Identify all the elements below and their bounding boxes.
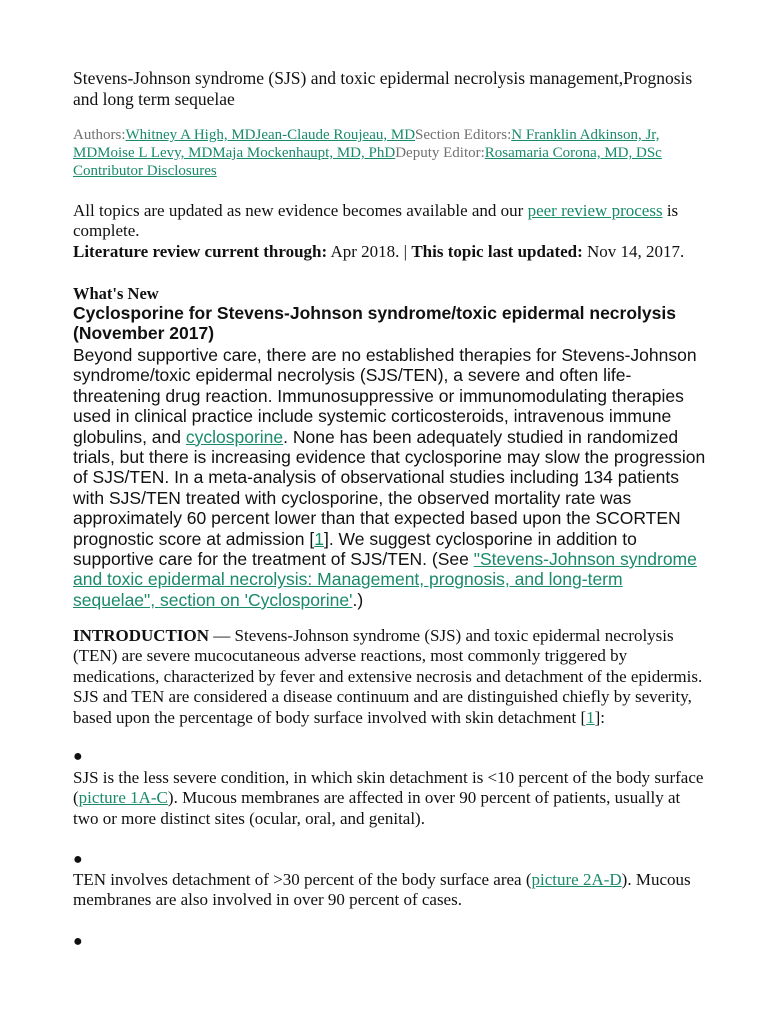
reference-link-1[interactable]: 1 [314,528,324,549]
deputy-editor-link-corona[interactable]: Rosamaria Corona, MD, DSc [484,145,662,161]
section-editor-link-levy[interactable]: Moise L Levy, MD [97,145,213,161]
bullet-2-text-part-2: ). Mucous membranes are also involved in over 90 percent of cases. [73,870,691,910]
bullet-2-text-part-1: TEN involves detachment of >30 percent of the body surface area ( [73,870,532,889]
cyclosporine-link[interactable]: cyclosporine [185,426,284,447]
bullet-symbol-1: ● [73,748,83,765]
author-link-roujeau[interactable]: Jean-Claude Roujeau, MD [255,127,416,143]
last-updated-date: Nov 14, 2017. [582,242,685,261]
bullet-symbol-2: ● [73,851,83,868]
section-editor-link-mockenhaupt[interactable]: Maja Mockenhaupt, MD, PhD [212,145,396,161]
introduction-text-part-1: — Stevens-Johnson syndrome (SJS) and toxic epidermal necrolysis (TEN) are severe mucocutaneous adverse reactions, most commonly triggered by medications, characterized by fever and extensive necrosis and detachment of the epidermis. SJS and TEN are considered a disease continuum and are distinguished chiefly by severity, based upon the percentage of body surface involved with skin detachment [ [73,626,703,727]
picture-1a-c-link[interactable]: picture 1A-C [78,788,168,808]
section-editor-link-adkinson[interactable]: N Franklin Adkinson, Jr, MD [73,127,660,161]
review-dates [73,242,708,262]
section-editors-label: Section Editors: [415,127,512,143]
contributor-disclosures-link[interactable]: Contributor Disclosures [73,163,217,179]
whats-new-body-part-2: . None has been adequately studied in randomized trials, but there is increasing evidence that cyclosporine may slow the progression of SJS/TEN. In a meta-analysis of observational studies including 134 patients with SJS/TEN treated with cyclosporine, the observed mortality rate was approximately 60 percent lower than that expected based upon the SCORTEN prognostic score at admission [ [73,426,706,549]
article-title: Stevens-Johnson syndrome (SJS) and toxic epidermal necrolysis management,Prognosis and long term sequelae [73,68,693,109]
deputy-editor-label: Deputy Editor: [395,145,485,161]
see-topic-link[interactable]: "Stevens-Johnson syndrome and toxic epidermal necrolysis: Management, prognosis, and long-term sequelae", section on 'Cyclosporine' [73,549,697,610]
bullet-text-ten [73,870,708,911]
introduction-reference-link-1[interactable]: 1 [586,707,595,727]
whats-new-heading: What's New [73,284,159,303]
whats-new-body-part-4: .) [352,589,364,610]
update-notice [73,201,708,241]
authors-label: Authors: [73,127,126,143]
last-updated-label: This topic last updated: [411,242,583,261]
whats-new-body [73,345,708,610]
whats-new-title: Cyclosporine for Stevens-Johnson syndrome/toxic epidermal necrolysis (November 2017) [73,303,676,343]
bullet-text-sjs [73,768,708,829]
peer-review-process-link[interactable]: peer review process [527,201,663,220]
lit-review-label: Literature review current through: [73,242,328,261]
introduction-text-part-2: ]: [594,707,606,727]
bullet-1-text-part-2: ). Mucous membranes are affected in over 90 percent of patients, usually at two or more distinct sites (ocular, oral, and genital). [73,788,681,828]
bullet-1-text-part-1: SJS is the less severe condition, in which skin detachment is <10 percent of the body surface ( [73,768,704,808]
whats-new-body-part-1: Beyond supportive care, there are no established therapies for Stevens-Johnson syndrome/toxic epidermal necrolysis (SJS/TEN), a severe and often life-threatening drug reaction. Immunosuppressive or immunomodulating therapies used in clinical practice include systemic corticosteroids, intravenous immune globulins, and [73,345,697,447]
authors-block [73,126,708,180]
author-link-high[interactable]: Whitney A High, MD [125,127,256,143]
lit-review-date: Apr 2018. | [327,242,412,261]
update-text-after: is complete. [73,201,679,240]
bullet-symbol-3: ● [73,933,83,950]
introduction-heading: INTRODUCTION [73,626,210,645]
update-text-before: All topics are updated as new evidence becomes available and our [73,201,528,220]
picture-2a-d-link[interactable]: picture 2A-D [531,870,622,889]
whats-new-body-part-3: ]. We suggest cyclosporine in addition to supportive care for the treatment of SJS/TEN. (See [73,528,637,570]
introduction-paragraph [73,626,708,728]
